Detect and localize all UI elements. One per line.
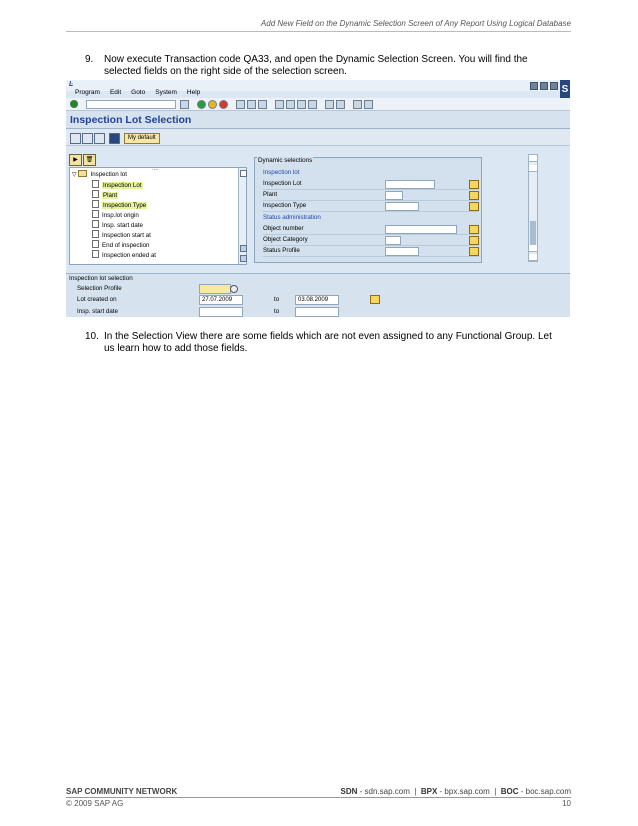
menu-edit[interactable]: Edit bbox=[109, 89, 122, 96]
row-label: Object number bbox=[263, 225, 304, 232]
to-label: to bbox=[274, 296, 280, 303]
field-icon bbox=[92, 210, 99, 218]
row-label: Inspection Lot bbox=[263, 180, 302, 187]
save-icon[interactable] bbox=[180, 100, 189, 109]
row-label: Object Category bbox=[263, 236, 308, 243]
new-session-icon[interactable] bbox=[325, 100, 334, 109]
tree-item-label: Plant bbox=[103, 192, 118, 199]
tree-item[interactable] bbox=[92, 180, 143, 190]
multiple-selection-icon[interactable] bbox=[469, 180, 479, 189]
page-header bbox=[0, 0, 638, 40]
field-tree bbox=[69, 167, 247, 265]
sap-screenshot bbox=[66, 80, 570, 317]
lot-created-label: Lot created on bbox=[77, 296, 117, 303]
next-page-icon[interactable] bbox=[297, 100, 306, 109]
find-next-icon[interactable] bbox=[258, 100, 267, 109]
dynamic-selections-title: Dynamic selections bbox=[258, 157, 313, 164]
multiple-selection-icon[interactable] bbox=[469, 202, 479, 211]
status-profile-input[interactable] bbox=[385, 247, 419, 256]
dynamic-scrollbar[interactable] bbox=[528, 154, 538, 262]
tree-item[interactable] bbox=[92, 220, 143, 230]
cancel-icon[interactable] bbox=[219, 100, 228, 109]
sdn-label: SDN bbox=[340, 787, 358, 796]
help-icon[interactable] bbox=[353, 100, 362, 109]
insp-start-label: Insp. start date bbox=[77, 308, 118, 315]
menu-help[interactable]: Help bbox=[186, 89, 201, 96]
sap-logo: S bbox=[560, 80, 570, 99]
group-label: Inspection lot bbox=[263, 169, 300, 176]
multiple-selection-icon[interactable] bbox=[469, 225, 479, 234]
inspection-type-input[interactable] bbox=[385, 202, 419, 211]
exit-icon[interactable] bbox=[208, 100, 217, 109]
enter-icon[interactable] bbox=[70, 100, 78, 108]
get-variant-icon[interactable] bbox=[82, 133, 93, 144]
bpx-link[interactable]: bpx.sap.com bbox=[444, 787, 490, 796]
command-field[interactable] bbox=[86, 100, 176, 109]
dynamic-row bbox=[263, 246, 479, 257]
row-label: Plant bbox=[263, 191, 278, 198]
group-header bbox=[263, 213, 479, 223]
search-help-icon[interactable] bbox=[230, 285, 238, 293]
window-controls bbox=[530, 82, 558, 90]
scroll-up-icon[interactable] bbox=[529, 155, 537, 162]
group-header bbox=[263, 168, 479, 178]
field-icon bbox=[92, 240, 99, 248]
toolbar-icons bbox=[180, 100, 373, 109]
multiple-selection-icon[interactable] bbox=[469, 191, 479, 200]
selection-block bbox=[66, 273, 570, 317]
tree-item-label: Inspection Type bbox=[103, 202, 147, 209]
boc-label: BOC bbox=[500, 787, 519, 796]
multiple-selection-icon[interactable] bbox=[469, 247, 479, 256]
back-icon[interactable] bbox=[197, 100, 206, 109]
dynamic-selections-panel bbox=[254, 157, 482, 263]
header-rule bbox=[66, 31, 571, 32]
tree-item-label: Insp. start date bbox=[102, 222, 143, 229]
tree-item[interactable] bbox=[92, 190, 118, 200]
dynamic-row bbox=[263, 190, 479, 201]
step-text: Now execute Transaction code QA33, and open the Dynamic Selection Screen. You will find the selected fields on the right side of the selection screen. bbox=[104, 54, 528, 77]
insp-start-from-input[interactable] bbox=[199, 307, 243, 317]
tree-item-label: Inspection Lot bbox=[103, 182, 142, 189]
step-number: 10. bbox=[85, 331, 99, 342]
tree-item-label: Inspection start at bbox=[102, 232, 151, 239]
multiple-selection-icon[interactable] bbox=[370, 295, 380, 304]
app-title: Inspection Lot Selection bbox=[70, 114, 192, 126]
scroll-up-icon[interactable] bbox=[240, 245, 247, 252]
footer-rule bbox=[66, 797, 571, 798]
previous-page-icon[interactable] bbox=[286, 100, 295, 109]
bpx-label: BPX bbox=[420, 787, 438, 796]
dynamic-row bbox=[263, 201, 479, 212]
execute-icon[interactable] bbox=[70, 133, 81, 144]
row-label: Inspection Type bbox=[263, 202, 307, 209]
inspection-lot-input[interactable] bbox=[385, 180, 435, 189]
tree-item-label: Inspection ended at bbox=[102, 252, 157, 259]
delete-icon[interactable]: 🗑 bbox=[83, 154, 96, 166]
tree-scrollbar[interactable] bbox=[238, 168, 246, 264]
page-footer bbox=[66, 783, 571, 813]
tree-root[interactable] bbox=[72, 170, 127, 179]
scroll-thumb[interactable] bbox=[240, 170, 247, 177]
header-title: Add New Field on the Dynamic Selection Screen of Any Report Using Logical Database bbox=[260, 19, 571, 28]
tree-item-label: End of inspection bbox=[102, 242, 150, 249]
footer-links: SDN - sdn.sap.com | BPX - bpx.sap.com | BOC - boc.sap.com bbox=[340, 787, 571, 796]
my-default-button[interactable]: My default bbox=[124, 133, 160, 144]
lot-created-from-input[interactable]: 27.07.2009 bbox=[199, 295, 243, 305]
field-icon bbox=[92, 250, 99, 258]
first-page-icon[interactable] bbox=[275, 100, 284, 109]
tree-item[interactable] bbox=[92, 250, 156, 260]
close-icon[interactable] bbox=[550, 82, 558, 90]
menu-program[interactable]: Program bbox=[75, 89, 100, 96]
shortcut-icon[interactable] bbox=[336, 100, 345, 109]
print-icon[interactable] bbox=[236, 100, 245, 109]
field-icon bbox=[92, 190, 99, 198]
sap-window-icon: Ŀ bbox=[69, 81, 74, 88]
object-category-input[interactable] bbox=[385, 236, 401, 245]
step-text: In the Selection View there are some fields which are not even assigned to any Functional Group. Let us learn how to add those fields. bbox=[104, 331, 552, 354]
minimize-icon[interactable] bbox=[530, 82, 538, 90]
dynamic-selections-icon[interactable] bbox=[94, 133, 105, 144]
menu-system[interactable]: System bbox=[155, 89, 177, 96]
selection-title: Inspection lot selection bbox=[69, 275, 133, 282]
step-9 bbox=[85, 54, 575, 82]
footer-network: SAP COMMUNITY NETWORK bbox=[66, 787, 178, 796]
tree-header: .... bbox=[152, 166, 159, 172]
scroll-down-icon[interactable] bbox=[529, 254, 537, 261]
find-icon[interactable] bbox=[247, 100, 256, 109]
tree-item[interactable] bbox=[92, 230, 151, 240]
scroll-thumb[interactable] bbox=[530, 221, 536, 247]
scroll-down-icon[interactable] bbox=[240, 255, 247, 262]
field-icon bbox=[92, 230, 99, 238]
tree-item-label: Insp.lot origin bbox=[102, 212, 139, 219]
scroll-up-icon[interactable] bbox=[529, 245, 537, 252]
footer-copyright: © 2009 SAP AG bbox=[66, 799, 124, 808]
insp-start-to-input[interactable] bbox=[295, 307, 339, 317]
dynamic-row bbox=[263, 224, 479, 235]
info-icon[interactable] bbox=[109, 133, 120, 144]
folder-icon bbox=[78, 170, 87, 177]
app-titlebar bbox=[66, 111, 570, 129]
collapse-icon[interactable]: ▽ bbox=[72, 171, 79, 178]
application-toolbar bbox=[66, 130, 570, 146]
sdn-link[interactable]: sdn.sap.com bbox=[364, 787, 410, 796]
tree-item[interactable] bbox=[92, 200, 147, 210]
maximize-icon[interactable] bbox=[540, 82, 548, 90]
group-label: Status administration bbox=[263, 214, 321, 221]
page-number: 10 bbox=[562, 799, 571, 808]
multiple-selection-icon[interactable] bbox=[469, 236, 479, 245]
lot-created-to-input[interactable]: 03.08.2009 bbox=[295, 295, 339, 305]
dynamic-row bbox=[263, 235, 479, 246]
tree-item[interactable] bbox=[92, 210, 139, 220]
field-icon bbox=[92, 200, 99, 208]
sap-menubar bbox=[66, 88, 200, 98]
dynamic-row bbox=[263, 179, 479, 190]
boc-link[interactable]: boc.sap.com bbox=[525, 787, 571, 796]
sap-standard-toolbar bbox=[66, 98, 570, 111]
object-number-input[interactable] bbox=[385, 225, 457, 234]
selection-profile-label: Selection Profile bbox=[77, 285, 122, 292]
tree-toolbar bbox=[69, 154, 96, 166]
step-number: 9. bbox=[85, 54, 94, 65]
plant-input[interactable] bbox=[385, 191, 403, 200]
field-icon bbox=[92, 180, 99, 188]
expand-icon[interactable]: ▶ bbox=[69, 154, 82, 166]
row-label: Status Profile bbox=[263, 247, 300, 254]
field-icon bbox=[92, 220, 99, 228]
scroll-down-icon[interactable] bbox=[529, 165, 537, 172]
tree-root-label: Inspection lot bbox=[90, 171, 127, 178]
layout-icon[interactable] bbox=[364, 100, 373, 109]
selection-profile-input[interactable] bbox=[199, 284, 231, 294]
last-page-icon[interactable] bbox=[308, 100, 317, 109]
menu-goto[interactable]: Goto bbox=[131, 89, 146, 96]
to-label: to bbox=[274, 308, 280, 315]
step-10 bbox=[85, 331, 575, 359]
tree-item[interactable] bbox=[92, 240, 149, 250]
